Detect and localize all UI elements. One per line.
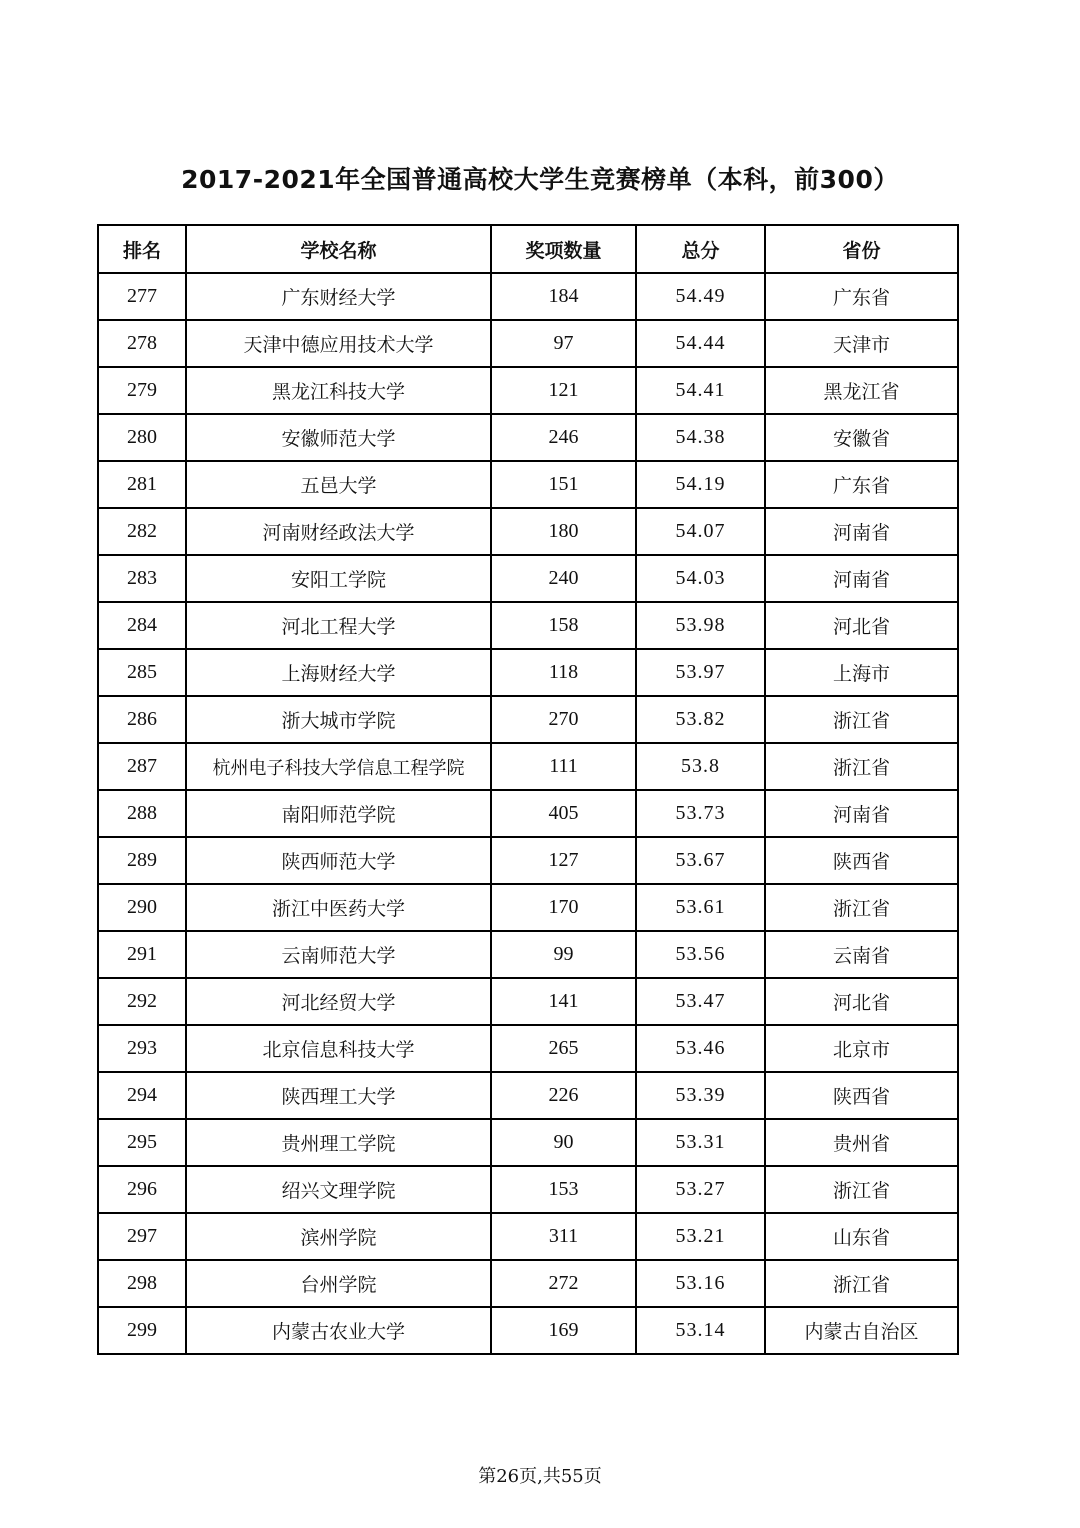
school-name-cell: 陕西师范大学 — [186, 837, 491, 884]
rank-cell: 299 — [98, 1307, 186, 1354]
rank-cell: 283 — [98, 555, 186, 602]
award-count-cell: 99 — [491, 931, 636, 978]
header-school-name: 学校名称 — [186, 225, 491, 273]
rank-cell: 290 — [98, 884, 186, 931]
province-cell: 安徽省 — [765, 414, 958, 461]
province-cell: 黑龙江省 — [765, 367, 958, 414]
school-name-cell: 五邑大学 — [186, 461, 491, 508]
rank-cell: 284 — [98, 602, 186, 649]
total-score-cell: 53.46 — [636, 1025, 765, 1072]
rank-cell: 292 — [98, 978, 186, 1025]
school-name-cell: 浙江中医药大学 — [186, 884, 491, 931]
page-title: 2017-2021年全国普通高校大学生竞赛榜单（本科，前300） — [181, 165, 899, 194]
total-score-cell: 53.47 — [636, 978, 765, 1025]
school-name-cell: 上海财经大学 — [186, 649, 491, 696]
award-count-cell: 272 — [491, 1260, 636, 1307]
table-row — [98, 508, 958, 555]
province-cell: 浙江省 — [765, 1260, 958, 1307]
award-count-cell: 184 — [491, 273, 636, 320]
province-cell: 陕西省 — [765, 1072, 958, 1119]
table-row — [98, 273, 958, 320]
province-cell: 河北省 — [765, 978, 958, 1025]
table-row — [98, 602, 958, 649]
table-row — [98, 1119, 958, 1166]
total-score-cell: 54.44 — [636, 320, 765, 367]
total-score-cell: 53.73 — [636, 790, 765, 837]
award-count-cell: 97 — [491, 320, 636, 367]
province-cell: 浙江省 — [765, 743, 958, 790]
rank-cell: 281 — [98, 461, 186, 508]
school-name-cell: 天津中德应用技术大学 — [186, 320, 491, 367]
total-score-cell: 53.39 — [636, 1072, 765, 1119]
award-count-cell: 246 — [491, 414, 636, 461]
total-score-cell: 54.07 — [636, 508, 765, 555]
table-row — [98, 931, 958, 978]
school-name-cell: 广东财经大学 — [186, 273, 491, 320]
rank-cell: 296 — [98, 1166, 186, 1213]
school-name-cell: 北京信息科技大学 — [186, 1025, 491, 1072]
rank-cell: 297 — [98, 1213, 186, 1260]
table-row — [98, 555, 958, 602]
table-row — [98, 1213, 958, 1260]
table-row — [98, 1166, 958, 1213]
rank-cell: 282 — [98, 508, 186, 555]
total-score-cell: 53.31 — [636, 1119, 765, 1166]
award-count-cell: 158 — [491, 602, 636, 649]
award-count-cell: 270 — [491, 696, 636, 743]
school-name-cell: 内蒙古农业大学 — [186, 1307, 491, 1354]
province-cell: 河南省 — [765, 790, 958, 837]
table-row — [98, 1025, 958, 1072]
province-cell: 浙江省 — [765, 1166, 958, 1213]
table-row — [98, 1072, 958, 1119]
table-header-row — [98, 225, 958, 273]
award-count-cell: 111 — [491, 743, 636, 790]
award-count-cell: 240 — [491, 555, 636, 602]
award-count-cell: 170 — [491, 884, 636, 931]
award-count-cell: 121 — [491, 367, 636, 414]
total-score-cell: 53.21 — [636, 1213, 765, 1260]
school-name-cell: 绍兴文理学院 — [186, 1166, 491, 1213]
school-name-cell: 安徽师范大学 — [186, 414, 491, 461]
school-name-cell: 杭州电子科技大学信息工程学院 — [186, 743, 491, 790]
table-row — [98, 461, 958, 508]
award-count-cell: 141 — [491, 978, 636, 1025]
table-row — [98, 414, 958, 461]
province-cell: 广东省 — [765, 461, 958, 508]
total-score-cell: 53.16 — [636, 1260, 765, 1307]
table-row — [98, 696, 958, 743]
table-row — [98, 649, 958, 696]
rank-cell: 285 — [98, 649, 186, 696]
rank-cell: 293 — [98, 1025, 186, 1072]
award-count-cell: 153 — [491, 1166, 636, 1213]
province-cell: 内蒙古自治区 — [765, 1307, 958, 1354]
total-score-cell: 54.49 — [636, 273, 765, 320]
total-score-cell: 53.97 — [636, 649, 765, 696]
table-row — [98, 884, 958, 931]
table-row — [98, 367, 958, 414]
rank-cell: 289 — [98, 837, 186, 884]
total-score-cell: 53.27 — [636, 1166, 765, 1213]
total-score-cell: 54.19 — [636, 461, 765, 508]
rank-cell: 278 — [98, 320, 186, 367]
table-row — [98, 1260, 958, 1307]
province-cell: 浙江省 — [765, 696, 958, 743]
school-name-cell: 河南财经政法大学 — [186, 508, 491, 555]
rank-cell: 294 — [98, 1072, 186, 1119]
award-count-cell: 90 — [491, 1119, 636, 1166]
school-name-cell: 台州学院 — [186, 1260, 491, 1307]
page-number: 第26页,共55页 — [478, 1466, 602, 1487]
table-row — [98, 978, 958, 1025]
award-count-cell: 265 — [491, 1025, 636, 1072]
table-row — [98, 837, 958, 884]
award-count-cell: 226 — [491, 1072, 636, 1119]
table-row — [98, 743, 958, 790]
award-count-cell: 180 — [491, 508, 636, 555]
award-count-cell: 311 — [491, 1213, 636, 1260]
award-count-cell: 169 — [491, 1307, 636, 1354]
province-cell: 云南省 — [765, 931, 958, 978]
header-total-score: 总分 — [636, 225, 765, 273]
rank-cell: 280 — [98, 414, 186, 461]
school-name-cell: 云南师范大学 — [186, 931, 491, 978]
total-score-cell: 53.56 — [636, 931, 765, 978]
province-cell: 河南省 — [765, 555, 958, 602]
rank-cell: 295 — [98, 1119, 186, 1166]
province-cell: 浙江省 — [765, 884, 958, 931]
table-row — [98, 790, 958, 837]
total-score-cell: 53.14 — [636, 1307, 765, 1354]
award-count-cell: 405 — [491, 790, 636, 837]
school-name-cell: 河北工程大学 — [186, 602, 491, 649]
table-body — [98, 273, 958, 1354]
total-score-cell: 54.38 — [636, 414, 765, 461]
province-cell: 广东省 — [765, 273, 958, 320]
table-row — [98, 320, 958, 367]
province-cell: 山东省 — [765, 1213, 958, 1260]
school-name-cell: 贵州理工学院 — [186, 1119, 491, 1166]
school-name-cell: 滨州学院 — [186, 1213, 491, 1260]
header-province: 省份 — [765, 225, 958, 273]
province-cell: 北京市 — [765, 1025, 958, 1072]
total-score-cell: 53.8 — [636, 743, 765, 790]
rank-cell: 279 — [98, 367, 186, 414]
total-score-cell: 54.41 — [636, 367, 765, 414]
award-count-cell: 118 — [491, 649, 636, 696]
header-award-count: 奖项数量 — [491, 225, 636, 273]
total-score-cell: 53.61 — [636, 884, 765, 931]
school-name-cell: 安阳工学院 — [186, 555, 491, 602]
province-cell: 贵州省 — [765, 1119, 958, 1166]
province-cell: 河南省 — [765, 508, 958, 555]
total-score-cell: 53.67 — [636, 837, 765, 884]
school-name-cell: 浙大城市学院 — [186, 696, 491, 743]
rank-cell: 287 — [98, 743, 186, 790]
award-count-cell: 151 — [491, 461, 636, 508]
table-row — [98, 1307, 958, 1354]
header-rank: 排名 — [98, 225, 186, 273]
province-cell: 天津市 — [765, 320, 958, 367]
total-score-cell: 53.98 — [636, 602, 765, 649]
school-name-cell: 河北经贸大学 — [186, 978, 491, 1025]
rank-cell: 277 — [98, 273, 186, 320]
ranking-table — [97, 224, 959, 1355]
rank-cell: 291 — [98, 931, 186, 978]
rank-cell: 288 — [98, 790, 186, 837]
school-name-cell: 黑龙江科技大学 — [186, 367, 491, 414]
total-score-cell: 53.82 — [636, 696, 765, 743]
rank-cell: 298 — [98, 1260, 186, 1307]
province-cell: 陕西省 — [765, 837, 958, 884]
school-name-cell: 南阳师范学院 — [186, 790, 491, 837]
province-cell: 河北省 — [765, 602, 958, 649]
award-count-cell: 127 — [491, 837, 636, 884]
province-cell: 上海市 — [765, 649, 958, 696]
total-score-cell: 54.03 — [636, 555, 765, 602]
school-name-cell: 陕西理工大学 — [186, 1072, 491, 1119]
rank-cell: 286 — [98, 696, 186, 743]
